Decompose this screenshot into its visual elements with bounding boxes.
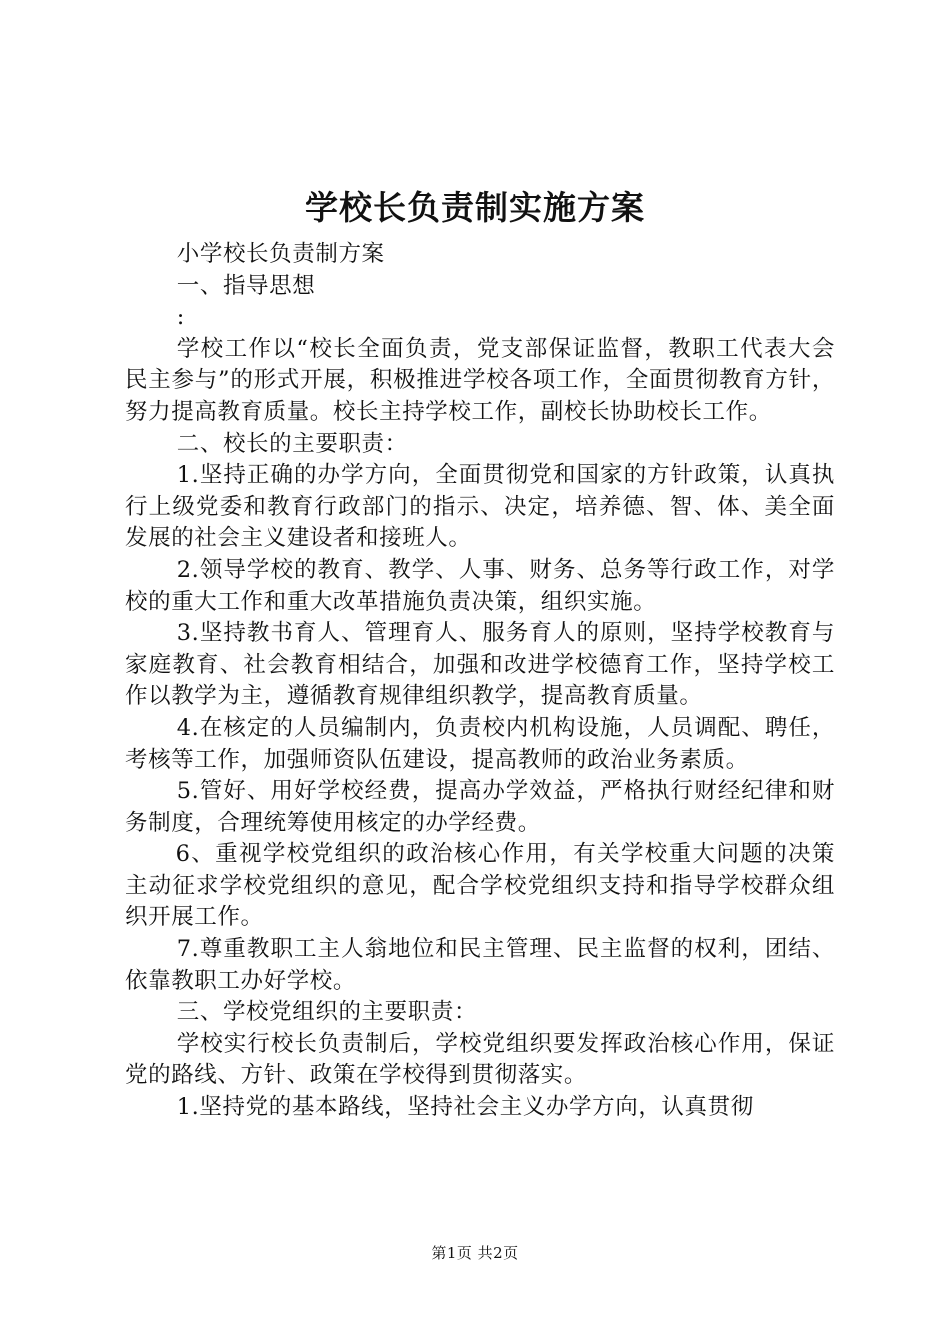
- paragraph: 学校实行校长负责制后，学校党组织要发挥政治核心作用，保证党的路线、方针、政策在学校得到贯彻落实。: [125, 1030, 835, 1089]
- paragraph: 7.尊重教职工主人翁地位和民主管理、民主监督的权利，团结、依靠教职工办好学校。: [125, 936, 835, 994]
- paragraph: 一、指导思想: [176, 272, 316, 299]
- paragraph: 2.领导学校的教育、教学、人事、财务、总务等行政工作，对学校的重大工作和重大改革措施负责决策，组织实施。: [125, 556, 835, 615]
- paragraph: 小学校长负责制方案: [176, 241, 385, 267]
- paragraph: 二、校长的主要职责：: [176, 430, 408, 457]
- paragraph: 6、重视学校党组织的政治核心作用，有关学校重大问题的决策主动征求学校党组织的意见，配合学校党组织支持和指导学校群众组织开展工作。: [125, 841, 835, 931]
- paragraph: 3.坚持教书育人、管理育人、服务育人的原则，坚持学校教育与家庭教育、社会教育相结合，加强和改进学校德育工作，坚持学校工作以教学为主，遵循教育规律组织教学，提高教育质量。: [125, 620, 835, 710]
- paragraph: 三、学校党组织的主要职责：: [176, 999, 478, 1026]
- paragraph: 1.坚持党的基本路线，坚持社会主义办学方向，认真贯彻: [176, 1094, 754, 1121]
- paragraph: 4.在核定的人员编制内，负责校内机构设施，人员调配、聘任，考核等工作，加强师资队伍建设，提高教师的政治业务素质。: [125, 714, 835, 773]
- paragraph: :: [176, 304, 185, 331]
- document-body: [125, 239, 835, 1124]
- document-title: 学校长负责制实施方案: [305, 188, 645, 227]
- paragraph: 5.管好、用好学校经费，提高办学效益，严格执行财经纪律和财务制度，合理统筹使用核定的办学经费。: [125, 778, 835, 836]
- paragraph: 学校工作以“校长全面负责，党支部保证监督，教职工代表大会民主参与”的形式开展，积极推进学校各项工作，全面贯彻教育方针，努力提高教育质量。校长主持学校工作，副校长协助校长工作。: [125, 335, 835, 425]
- paragraph: 1.坚持正确的办学方向，全面贯彻党和国家的方针政策，认真执行上级党委和教育行政部门的指示、决定，培养德、智、体、美全面发展的社会主义建设者和接班人。: [125, 462, 835, 552]
- page-footer: 第1页 共2页: [431, 1244, 519, 1262]
